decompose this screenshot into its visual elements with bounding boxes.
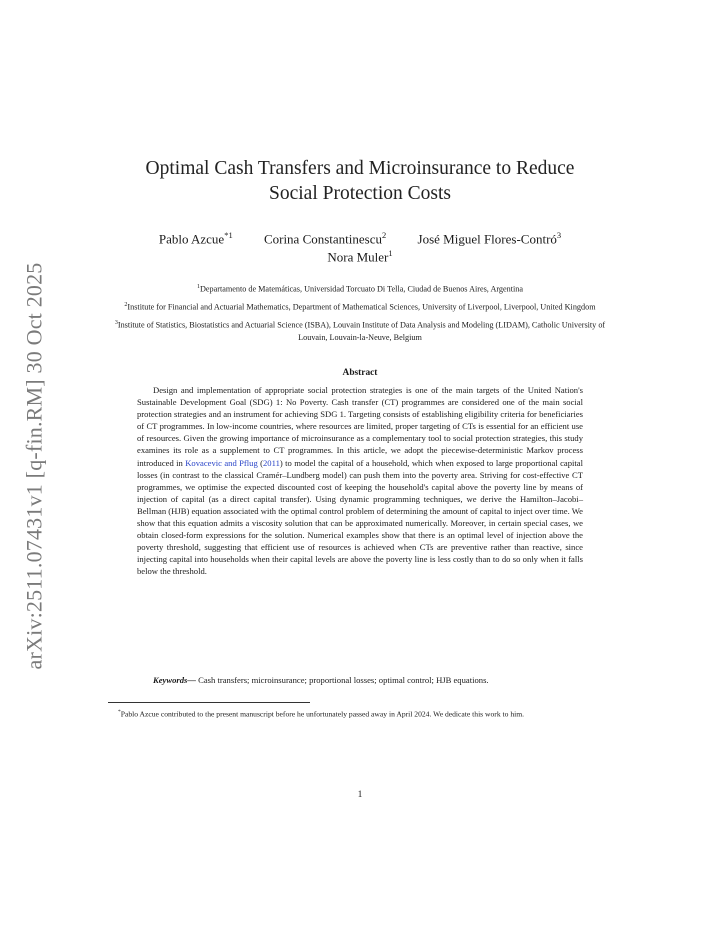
arxiv-identifier-stamp (16, 244, 52, 688)
keywords-label: Keywords— (153, 675, 196, 685)
affiliation (100, 281, 620, 296)
title-line-2: Social Protection Costs (269, 183, 451, 204)
affiliation-text: Institute for Financial and Actuarial Mathematics, Department of Mathematical Sciences, University of Liverpool, Liverpool, United Kingdom (127, 302, 596, 312)
abstract-heading: Abstract (342, 368, 378, 378)
affiliation-mark: 2 (124, 301, 128, 308)
footnote-mark: * (118, 709, 121, 715)
author-mark: 2 (382, 230, 387, 240)
author-row-2 (110, 246, 610, 264)
affiliation (100, 299, 620, 314)
paper-title (110, 156, 610, 206)
author-row-1 (110, 228, 610, 246)
footnote-rule (108, 702, 310, 703)
author-name: Pablo Azcue (158, 231, 225, 247)
author-name: Nora Muler (327, 249, 389, 265)
author (418, 228, 562, 246)
affiliations (100, 281, 620, 347)
author-mark: 1 (388, 248, 393, 259)
author (264, 228, 386, 246)
title-line-1: Optimal Cash Transfers and Microinsurance to Reduce (145, 158, 575, 179)
author (159, 228, 233, 246)
abstract-text-part-1: Design and implementation of appropriate social protection strategies is one of the main targets of the United Nation's Sustainable Development Goal (SDG) 1: No Poverty. Cash transfer (CT) programmes are considered one of the main social protection strategies and an instrument for achieving SDG 1. Targeting consists of establishing eligibility criteria for beneficiaries of CT programmes. In low-income countries, where resources are limited, proper targeting of CTs is essential for an efficient use of resources. Given the growing importance of microinsurance as a complementary tool to social protection strategies, this study examines its role as a supplement to CT programmes. In this article, we adopt the piecewise-deterministic Markov process introduced in (137, 385, 583, 468)
footnote (108, 707, 612, 720)
affiliation-mark: 1 (196, 284, 200, 290)
page-number: 1 (357, 790, 363, 800)
affiliation (100, 317, 620, 344)
keywords (137, 674, 583, 686)
affiliation-text: Departamento de Matemáticas, Universidad Torcuato Di Tella, Ciudad de Buenos Aires, Argentina (199, 284, 524, 294)
author-name: José Miguel Flores-Contró (417, 231, 557, 247)
affiliation-text: Institute of Statistics, Biostatistics and Actuarial Science (ISBA), Louvain Institute of Data Analysis and Modeling (LIDAM), Catholic University of Louvain, Louvain-la-Neuve, Belgium (117, 320, 606, 342)
author-list (110, 228, 610, 265)
author-mark: *1 (224, 230, 233, 240)
author-name: Corina Constantinescu (263, 231, 383, 247)
keywords-text: Cash transfers; microinsurance; proportional losses; optimal control; HJB equations. (195, 675, 489, 685)
affiliation-mark: 3 (114, 319, 118, 326)
citation-link-year[interactable]: 2011 (263, 457, 280, 468)
author-mark: 3 (556, 230, 562, 240)
author (327, 246, 392, 264)
abstract-text-part-2: to model the capital of a household, which when exposed to large proportional capital losses (in contrast to the classical Cramér–Lundberg model) can push them into the poverty area. Striving for cost-effective CT programmes, we optimise the expected discounted cost of keeping the household's capital above the poverty line by means of injection of capital (as a direct capital transfer). Using dynamic programming techniques, we derive the Hamilton–Jacobi–Bellman (HJB) equation associated with the optimal control problem of determining the amount of capital to inject over time. We show that this equation admits a viscosity solution that can be approximated numerically. Moreover, in certain special cases, we obtain closed-form expressions for the solution. Numerical examples show that there is an optimal level of injection above the poverty threshold, suggesting that efficient use of resources is achieved when CTs are preventive rather than reactive, since injecting capital into households when their capital levels are above the poverty line is less costly than to do so only when it falls below the threshold. (137, 457, 583, 577)
footnote-text: Pablo Azcue contributed to the present manuscript before he unfortunately passed away in April 2024. We dedicate this work to him. (120, 709, 525, 719)
abstract-text: Design and implementation of appropriate social protection strategies is one of the main targets of the United Nation's Sustainable Development Goal (SDG) 1: No Poverty. Cash transfer (CT) programmes are considered one of the main social protection strategies and an instrument for achieving SDG 1. Targeting consists of establishing eligibility criteria for beneficiaries of CT programmes. In low-income countries, where resources are limited, proper targeting of CTs is essential for an efficient use of resources. Given the growing importance of microinsurance as a complementary tool to social protection strategies, this study examines its role as a supplement to CT programmes. In this article, we adopt the piecewise-deterministic Markov process introduced in Kovacevic and Pflug (2011) to model the capital of a household, which when exposed to large proportional capital losses (in contrast to the classical Cramér–Lundberg model) can push them into the poverty area. Striving for cost-effective CT programmes, we optimise the expected discounted cost of keeping the household's capital above the poverty line by means of injection of capital (as a direct capital transfer). Using dynamic programming techniques, we derive the Hamilton–Jacobi–Bellman (HJB) equation associated with the optimal control problem of determining the amount of capital to inject over time. We show that this equation admits a viscosity solution that can be approximated numerically. Moreover, in certain special cases, we obtain closed-form expressions for the solution. Numerical examples show that there is an optimal level of injection above the poverty threshold, suggesting that efficient use of resources is achieved when CTs are preventive rather than reactive, since injecting capital into households when their capital levels are above the poverty line is less costly than to do so only when it falls below the threshold. (137, 385, 583, 577)
arxiv-identifier-text: arXiv:2511.07431v1 [q-fin.RM] 30 Oct 2025 (21, 262, 47, 670)
citation-link-authors[interactable]: Kovacevic and Pflug (185, 457, 258, 468)
